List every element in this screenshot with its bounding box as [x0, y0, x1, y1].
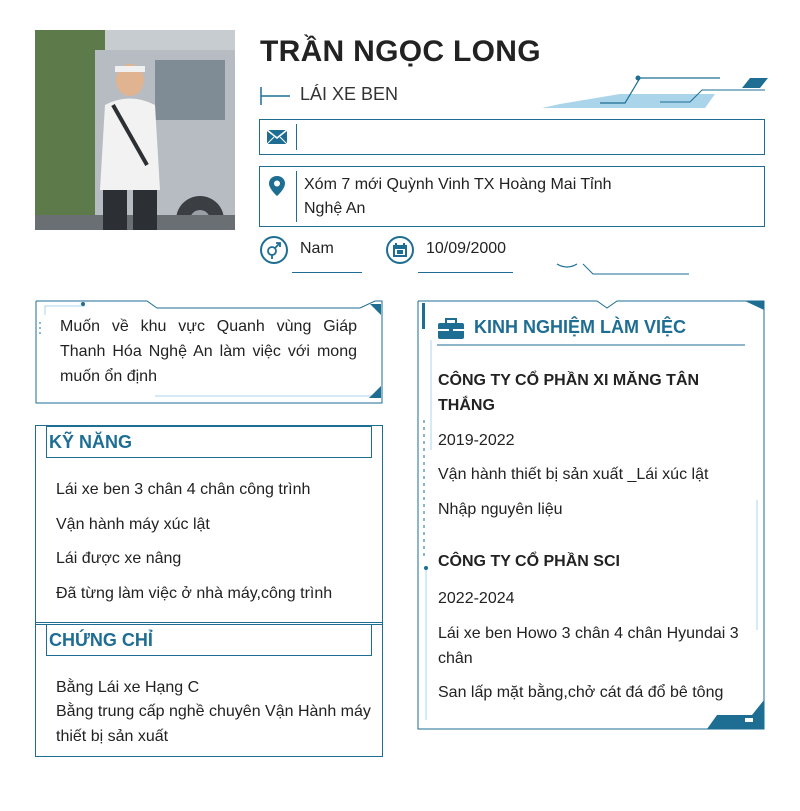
address-line-2: Nghệ An: [304, 200, 366, 217]
address-line-1: Xóm 7 mới Quỳnh Vinh TX Hoàng Mai Tỉnh: [304, 176, 612, 193]
job-period: 2019-2022: [438, 432, 515, 449]
dob-underline: [418, 272, 513, 273]
job-period: 2022-2024: [438, 590, 515, 607]
decorative-circuit: [540, 72, 770, 117]
job-duty: San lấp mặt bằng,chở cát đá đổ bê tông: [438, 684, 724, 701]
role-divider-icon: [260, 87, 290, 105]
briefcase-icon: [437, 318, 465, 345]
certificate-item: Bằng trung cấp nghề chuyên Vận Hành máy thiết bị sản xuất: [56, 703, 371, 745]
job-duty: Lái xe ben Howo 3 chân 4 chân Hyundai 3 chân: [438, 625, 739, 667]
divider: [296, 124, 297, 150]
certificates-heading: CHỨNG CHỈ: [46, 624, 372, 656]
address-row: [259, 166, 765, 227]
address-value: [304, 173, 724, 221]
job-duty: Nhập nguyên liệu: [438, 501, 563, 518]
skill-item: Lái xe ben 3 chân 4 chân công trình: [56, 481, 311, 498]
calendar-icon: [386, 236, 414, 264]
envelope-icon: [260, 120, 293, 154]
decorative-lines: [555, 258, 695, 276]
certificate-item: Bằng Lái xe Hạng C: [56, 679, 200, 696]
skill-item: Đã từng làm việc ở nhà máy,công trình: [56, 585, 333, 602]
dob-value: 10/09/2000: [426, 240, 507, 257]
objective-text: Muốn về khu vực Quanh vùng Giáp Thanh Hóa Nghệ An làm việc với mong muốn ổn định: [60, 318, 357, 385]
divider: [296, 171, 297, 222]
map-pin-icon: [260, 167, 293, 226]
email-row: [259, 119, 765, 155]
company-name: CÔNG TY CỔ PHẦN SCI: [438, 553, 620, 570]
experience-heading: KINH NGHIỆM LÀM VIỆC: [474, 317, 687, 337]
skill-item: Lái được xe nâng: [56, 550, 182, 567]
skills-heading: KỸ NĂNG: [46, 426, 372, 458]
company-name: CÔNG TY CỔ PHẦN XI MĂNG TÂN THẮNG: [438, 372, 700, 414]
gender-underline: [292, 272, 362, 273]
job-title: LÁI XE BEN: [300, 84, 399, 104]
gender-value: Nam: [300, 240, 334, 257]
profile-photo: [35, 30, 235, 230]
gender-icon: [260, 236, 288, 264]
job-duty: Vận hành thiết bị sản xuất _Lái xúc lật: [438, 466, 709, 483]
person-name: TRẦN NGỌC LONG: [260, 35, 541, 68]
skill-item: Vận hành máy xúc lật: [56, 516, 210, 533]
